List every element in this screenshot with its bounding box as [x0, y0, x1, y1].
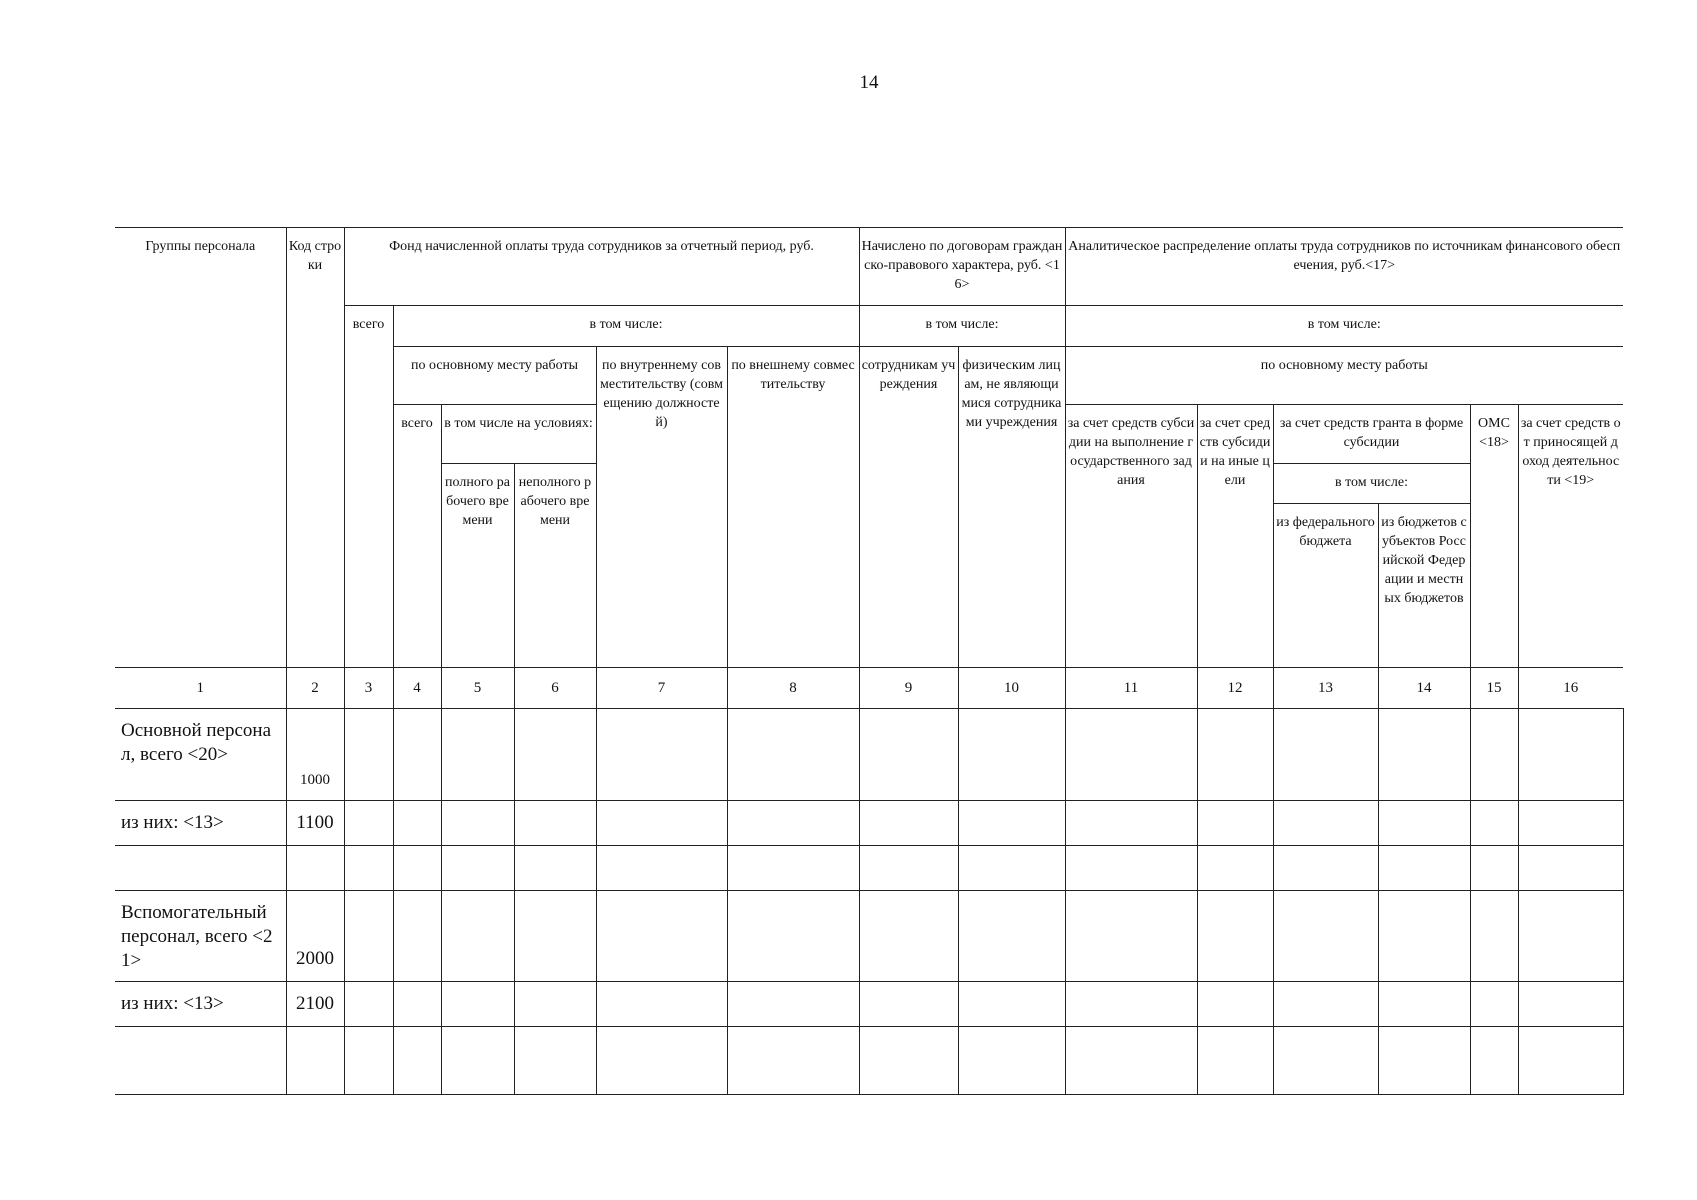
data-cell[interactable] [344, 846, 393, 891]
data-cell[interactable] [727, 846, 859, 891]
column-number: 11 [1065, 668, 1197, 709]
data-cell[interactable] [393, 846, 441, 891]
header-internal: по внутреннему совместительству (совмещению должностей) [596, 347, 727, 668]
data-cell[interactable] [441, 891, 514, 982]
header-groups: Группы персонала [115, 228, 286, 668]
row-code: 2000 [286, 891, 344, 982]
data-cell[interactable] [441, 1027, 514, 1095]
column-number: 13 [1273, 668, 1378, 709]
data-cell[interactable] [727, 891, 859, 982]
table-row [115, 846, 1623, 891]
data-cell[interactable] [1470, 1027, 1518, 1095]
data-cell[interactable] [958, 982, 1065, 1027]
data-cell[interactable] [727, 801, 859, 846]
data-cell[interactable] [1518, 891, 1623, 982]
data-cell[interactable] [727, 982, 859, 1027]
data-cell[interactable] [1518, 846, 1623, 891]
data-cell[interactable] [1378, 982, 1470, 1027]
row-label [115, 846, 286, 891]
data-cell[interactable] [344, 982, 393, 1027]
table-row [115, 801, 1623, 846]
data-cell[interactable] [1065, 982, 1197, 1027]
data-cell[interactable] [1470, 709, 1518, 801]
data-cell[interactable] [1470, 891, 1518, 982]
data-cell[interactable] [514, 1027, 596, 1095]
data-cell[interactable] [1470, 801, 1518, 846]
data-cell[interactable] [1378, 801, 1470, 846]
data-cell[interactable] [1197, 801, 1273, 846]
data-cell[interactable] [859, 982, 958, 1027]
payroll-table [115, 227, 1624, 1095]
column-number: 8 [727, 668, 859, 709]
header-fund-incl: в том числе: [393, 306, 859, 347]
column-number: 16 [1518, 668, 1623, 709]
header-subsidy-task: за счет средств субсидии на выполнение государственного задания [1065, 405, 1197, 668]
header-subsidy-other: за счет средств субсидии на иные цели [1197, 405, 1273, 668]
column-number: 5 [441, 668, 514, 709]
data-cell[interactable] [1065, 846, 1197, 891]
header-analytic: Аналитическое распределение оплаты труда сотрудников по источникам финансового обеспечения, руб.<17> [1065, 228, 1623, 306]
data-cell[interactable] [958, 709, 1065, 801]
data-cell[interactable] [1470, 982, 1518, 1027]
data-cell[interactable] [596, 846, 727, 891]
data-cell[interactable] [859, 709, 958, 801]
data-cell[interactable] [514, 801, 596, 846]
data-cell[interactable] [1273, 1027, 1378, 1095]
data-cell[interactable] [727, 1027, 859, 1095]
header-fund: Фонд начисленной оплаты труда сотрудников за отчетный период, руб. [344, 228, 859, 306]
data-cell[interactable] [514, 891, 596, 982]
data-cell[interactable] [441, 846, 514, 891]
data-cell[interactable] [1518, 1027, 1623, 1095]
data-cell[interactable] [1065, 891, 1197, 982]
header-row-code: Код строки [286, 228, 344, 668]
data-cell[interactable] [596, 1027, 727, 1095]
data-cell[interactable] [596, 891, 727, 982]
data-cell[interactable] [344, 801, 393, 846]
data-cell[interactable] [441, 709, 514, 801]
header-federal: из федерального бюджета [1273, 504, 1378, 668]
data-cell[interactable] [1273, 801, 1378, 846]
data-cell[interactable] [1378, 709, 1470, 801]
header-employees: сотрудникам учреждения [859, 347, 958, 668]
header-main-total: всего [393, 405, 441, 668]
data-cell[interactable] [441, 982, 514, 1027]
page-number: 14 [859, 72, 879, 93]
column-number: 14 [1378, 668, 1470, 709]
header-analytic-main-place: по основному месту работы [1065, 347, 1623, 405]
column-number: 1 [115, 668, 286, 709]
column-number: 12 [1197, 668, 1273, 709]
data-cell[interactable] [1378, 891, 1470, 982]
header-income: за счет средств от приносящей доход деятельности <19> [1518, 405, 1623, 668]
row-label: Вспомогательный персонал, всего <21> [115, 891, 286, 982]
data-cell[interactable] [1197, 709, 1273, 801]
data-cell[interactable] [1273, 709, 1378, 801]
table-row [115, 982, 1623, 1027]
data-cell[interactable] [1065, 709, 1197, 801]
data-cell[interactable] [393, 801, 441, 846]
data-cell[interactable] [596, 709, 727, 801]
data-cell[interactable] [393, 709, 441, 801]
data-cell[interactable] [514, 982, 596, 1027]
data-cell[interactable] [859, 1027, 958, 1095]
header-gph: Начислено по договорам гражданско-правового характера, руб. <16> [859, 228, 1065, 306]
data-cell[interactable] [727, 709, 859, 801]
data-cell[interactable] [1378, 1027, 1470, 1095]
table-row [115, 1027, 1623, 1095]
column-number: 15 [1470, 668, 1518, 709]
data-cell[interactable] [1197, 846, 1273, 891]
table-row [115, 891, 1623, 982]
column-number: 6 [514, 668, 596, 709]
column-number: 7 [596, 668, 727, 709]
header-oms: ОМС <18> [1470, 405, 1518, 668]
data-cell[interactable] [1518, 801, 1623, 846]
header-analytic-incl: в том числе: [1065, 306, 1623, 347]
data-cell[interactable] [1197, 1027, 1273, 1095]
data-cell[interactable] [859, 801, 958, 846]
data-cell[interactable] [514, 846, 596, 891]
data-cell[interactable] [1065, 801, 1197, 846]
column-number: 10 [958, 668, 1065, 709]
table-row [115, 709, 1623, 801]
row-code: 1000 [286, 709, 344, 801]
data-cell[interactable] [958, 801, 1065, 846]
header-individuals: физическим лицам, не являющимися сотрудниками учреждения [958, 347, 1065, 668]
data-cell[interactable] [859, 891, 958, 982]
row-label: из них: <13> [115, 801, 286, 846]
data-cell[interactable] [1470, 846, 1518, 891]
data-cell[interactable] [441, 801, 514, 846]
header-external: по внешнему совместительству [727, 347, 859, 668]
header-regional: из бюджетов субъектов Российской Федерации и местных бюджетов [1378, 504, 1470, 668]
data-cell[interactable] [393, 982, 441, 1027]
row-code [286, 846, 344, 891]
column-number: 2 [286, 668, 344, 709]
data-cell[interactable] [958, 846, 1065, 891]
data-cell[interactable] [596, 801, 727, 846]
data-cell[interactable] [859, 846, 958, 891]
row-code: 1100 [286, 801, 344, 846]
data-cell[interactable] [1065, 1027, 1197, 1095]
data-cell[interactable] [958, 891, 1065, 982]
header-fund-total: всего [344, 306, 393, 668]
data-cell[interactable] [1197, 891, 1273, 982]
column-number: 3 [344, 668, 393, 709]
header-grant: за счет средств гранта в форме субсидии [1273, 405, 1470, 464]
data-cell[interactable] [1273, 982, 1378, 1027]
header-gph-incl: в том числе: [859, 306, 1065, 347]
row-label: из них: <13> [115, 982, 286, 1027]
header-full-time: полного рабочего времени [441, 464, 514, 668]
row-code: 2100 [286, 982, 344, 1027]
column-number: 9 [859, 668, 958, 709]
data-cell[interactable] [1518, 709, 1623, 801]
data-cell[interactable] [1273, 891, 1378, 982]
row-label [115, 1027, 286, 1095]
data-cell[interactable] [393, 1027, 441, 1095]
data-cell[interactable] [344, 709, 393, 801]
column-number: 4 [393, 668, 441, 709]
row-code [286, 1027, 344, 1095]
header-grant-incl: в том числе: [1273, 464, 1470, 504]
data-cell[interactable] [344, 891, 393, 982]
data-cell[interactable] [596, 982, 727, 1027]
header-incl-conditions: в том числе на условиях: [441, 405, 596, 464]
data-cell[interactable] [958, 1027, 1065, 1095]
data-cell[interactable] [1197, 982, 1273, 1027]
data-cell[interactable] [1273, 846, 1378, 891]
data-cell[interactable] [1518, 982, 1623, 1027]
header-main-place: по основному месту работы [393, 347, 596, 405]
row-label: Основной персонал, всего <20> [115, 709, 286, 801]
data-cell[interactable] [514, 709, 596, 801]
header-part-time: неполного рабочего времени [514, 464, 596, 668]
data-cell[interactable] [1378, 846, 1470, 891]
data-cell[interactable] [344, 1027, 393, 1095]
data-cell[interactable] [393, 891, 441, 982]
